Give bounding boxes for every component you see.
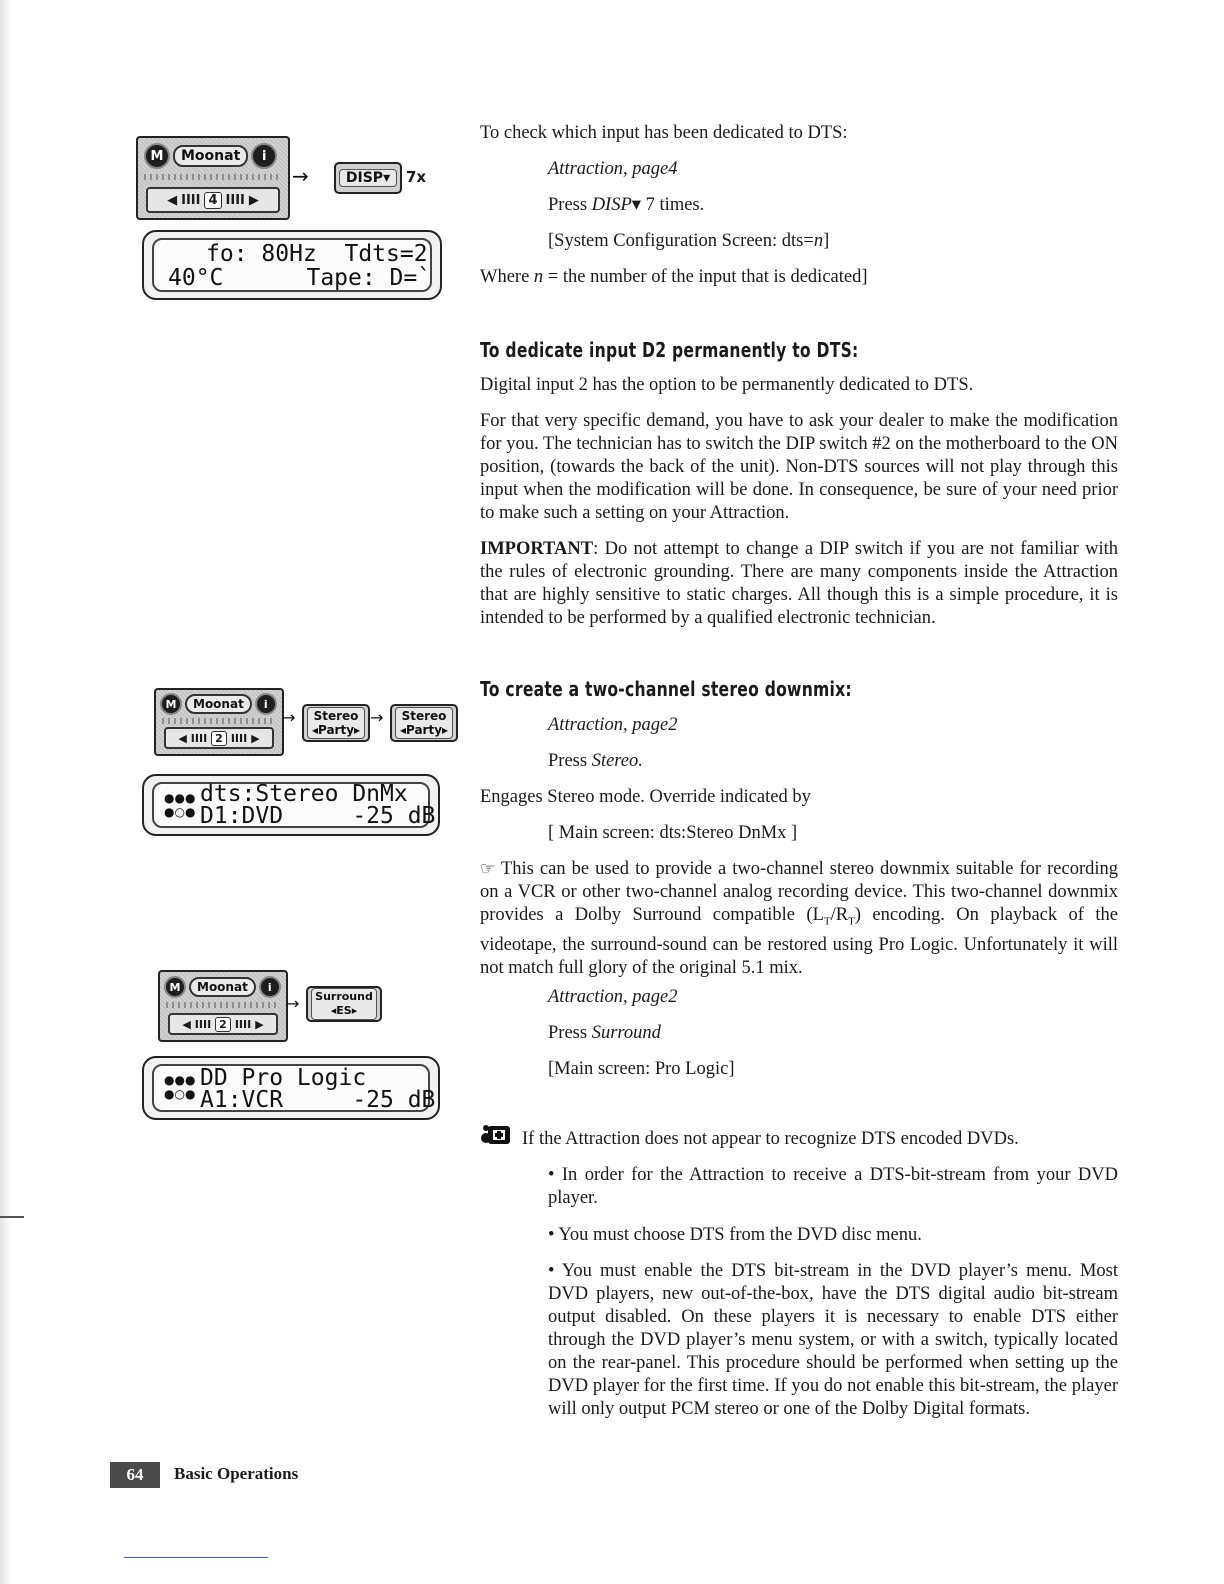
press-instruction	[548, 750, 1118, 773]
attraction-page-ref: Attraction, page2	[548, 715, 678, 735]
lcd-line-2: D1:DVD -25 dB	[200, 803, 436, 829]
bullet-item: • In order for the Attraction to receive a DTS-bit-stream from your DVD player.	[548, 1165, 1118, 1208]
bars-left: IIII	[190, 731, 208, 745]
paragraph: Digital input 2 has the option to be permanently dedicated to DTS.	[480, 375, 974, 395]
remote-keypad-2	[154, 688, 284, 756]
stereo-key-bottom: ◂Party▸	[399, 723, 449, 737]
info-button: i	[251, 143, 277, 169]
where-var: n	[533, 267, 544, 287]
right-arrow-icon: ▶	[251, 731, 260, 745]
repeat-count: 7x	[406, 168, 427, 186]
lcd-line-2: 40°C Tape: D=`	[168, 265, 432, 291]
page-number-box: 4	[204, 192, 221, 209]
screen-var: n	[813, 231, 824, 251]
where-line	[480, 266, 1118, 289]
press-suffix: 7 times.	[645, 195, 705, 215]
bullet-item: • You must choose DTS from the DVD disc menu.	[548, 1225, 922, 1245]
screen-prefix: [System Configuration Screen: dts=	[548, 231, 814, 251]
surround-indicator-icon: ●○●	[164, 805, 196, 819]
stereo-key-top: Stereo	[313, 709, 359, 723]
press-key: Surround	[591, 1023, 661, 1043]
surround-key-face	[311, 988, 377, 1020]
arrow-icon: →	[370, 708, 384, 727]
scan-edge	[0, 0, 14, 1584]
info-button: i	[255, 693, 277, 715]
lcd-display-3	[142, 1056, 440, 1120]
page-selector	[146, 187, 280, 213]
surround-key	[306, 986, 382, 1022]
remote-keypad-1	[136, 136, 290, 220]
bars-left: IIII	[194, 1017, 212, 1031]
section-heading-downmix: To create a two-channel stereo downmix:	[480, 677, 852, 701]
press-instruction	[548, 1022, 1118, 1045]
important-text: : Do not attempt to change a DIP switch if you are not familiar with the rules of electronic grounding. There are many components inside the Attraction that are highly sensitive to static charges. All though this is a simple procedure, it is intended to be performed by a qualified electronic technician.	[480, 539, 1118, 628]
lcd-display-2	[142, 774, 440, 836]
note-text-b: /R	[830, 905, 849, 925]
press-key: Stereo.	[591, 751, 643, 771]
paragraph: Engages Stereo mode. Override indicated by	[480, 787, 811, 807]
moonat-button: Moonat	[173, 145, 248, 167]
page-number-box: 2	[211, 731, 227, 746]
pointing-hand-icon: ☞	[480, 859, 496, 879]
remote-top-row	[144, 143, 277, 169]
note-text-c: ) encoding. On playback of the videotape, the surround-sound can be restored using Pro Logic. Unfortunately it will not match full glory of the original 5.1 mix.	[480, 905, 1119, 978]
m-button: M	[160, 693, 182, 715]
left-arrow-icon: ◀	[167, 192, 178, 208]
disp-key-label: DISP▾	[339, 169, 397, 187]
surround-key-bottom: ◂ES▸	[330, 1004, 358, 1017]
screen-indicator: [Main screen: Pro Logic]	[548, 1059, 735, 1079]
lcd-line-1: fo: 80Hz Tdts=2	[206, 241, 428, 267]
attraction-page-ref: Attraction, page2	[548, 987, 678, 1007]
remote-top-row	[160, 693, 277, 715]
screen-indicator	[548, 230, 1118, 253]
m-button: M	[144, 143, 170, 169]
disp-key	[334, 162, 402, 194]
arrow-icon: →	[286, 994, 300, 1013]
bottom-rule	[124, 1557, 268, 1558]
press-key: DISP▾	[591, 195, 642, 215]
moonat-button: Moonat	[185, 694, 252, 714]
arrow-icon: →	[282, 708, 296, 727]
page-selector	[164, 727, 274, 749]
bars-left: IIII	[181, 192, 201, 208]
stereo-key-bottom: ◂Party▸	[311, 723, 361, 737]
paragraph: For that very specific demand, you have to ask your dealer to make the modification for you. The technician has to switch the DIP switch #2 on the motherboard to the ON position, (towards the back of the unit). Non-DTS sources will not play through this input when the modification will be done. In consequence, be sure of your need prior to make such a setting on your Attraction.	[480, 411, 1118, 523]
note-text-a: This can be used to provide a two-channel stereo downmix suitable for recording on a VCR or other two-channel analog recording device. This two-channel downmix provides a Dolby Surround compatible (L	[480, 859, 1118, 925]
remote-top-row	[164, 976, 281, 998]
lcd-line-1: DD Pro Logic	[200, 1065, 367, 1091]
note-paragraph	[480, 858, 1118, 980]
m-button: M	[164, 976, 186, 998]
stereo-key-face	[307, 707, 365, 739]
remote-wave	[144, 174, 282, 180]
remote-wave	[162, 718, 276, 724]
lcd-display-1	[142, 230, 442, 300]
important-label: IMPORTANT	[480, 539, 594, 559]
stereo-key-top: Stereo	[401, 709, 447, 723]
stereo-key	[302, 704, 370, 742]
remote-wave	[166, 1002, 280, 1008]
subscript: T	[848, 915, 855, 928]
page-number: 64	[110, 1462, 160, 1488]
left-arrow-icon: ◀	[178, 731, 187, 745]
screen-indicator: [ Main screen: dts:Stereo DnMx ]	[548, 823, 798, 843]
press-prefix: Press	[548, 751, 588, 771]
bars-right: IIII	[234, 1017, 252, 1031]
bars-right: IIII	[225, 192, 245, 208]
bullet-item: • You must enable the DTS bit-stream in the DVD player’s menu. Most DVD players, new out-of-the-box, have the DTS digital audio bit-stream output disabled. On these players it is necessary to enable DTS either through the DVD player’s menu system, or with a switch, typically located on the rear-panel. This procedure should be performed when setting up the DVD player for the first time. If you do not enable this bit-stream, the player will only output PCM stereo or one of the Dolby Digital formats.	[548, 1261, 1118, 1419]
help-icon	[480, 1124, 512, 1146]
section-heading-dedicate: To dedicate input D2 permanently to DTS:	[480, 338, 859, 362]
info-button: i	[259, 976, 281, 998]
page-selector	[168, 1013, 278, 1035]
moonat-button: Moonat	[189, 977, 256, 997]
lcd-line-1: dts:Stereo DnMx	[200, 781, 408, 807]
where-prefix: Where	[480, 267, 530, 287]
troubleshoot-lead: If the Attraction does not appear to recognize DTS encoded DVDs.	[522, 1129, 1019, 1149]
press-prefix: Press	[548, 195, 588, 215]
right-arrow-icon: ▶	[248, 192, 259, 208]
remote-keypad-3	[158, 970, 288, 1042]
page-number-box: 2	[215, 1017, 231, 1032]
lcd-line-2: A1:VCR -25 dB	[200, 1087, 436, 1113]
intro-line: To check which input has been dedicated to DTS:	[480, 123, 848, 143]
press-instruction	[548, 194, 1118, 217]
press-prefix: Press	[548, 1023, 588, 1043]
surround-indicator-icon: ●●●	[164, 1073, 196, 1087]
surround-key-top: Surround	[315, 990, 373, 1003]
surround-indicator-icon: ●○●	[164, 1087, 196, 1101]
bars-right: IIII	[230, 731, 248, 745]
stereo-key	[390, 704, 458, 742]
attraction-page-ref: Attraction, page4	[548, 159, 678, 179]
left-arrow-icon: ◀	[182, 1017, 191, 1031]
important-paragraph	[480, 538, 1118, 630]
where-suffix: = the number of the input that is dedicated]	[547, 267, 868, 287]
right-arrow-icon: ▶	[255, 1017, 264, 1031]
screen-suffix: ]	[823, 231, 830, 251]
subscript: T	[823, 915, 831, 928]
margin-tick	[0, 1216, 24, 1218]
footer-section-label: Basic Operations	[174, 1464, 299, 1483]
arrow-icon: →	[292, 164, 309, 188]
surround-indicator-icon: ●●●	[164, 791, 196, 805]
stereo-key-face	[395, 707, 453, 739]
